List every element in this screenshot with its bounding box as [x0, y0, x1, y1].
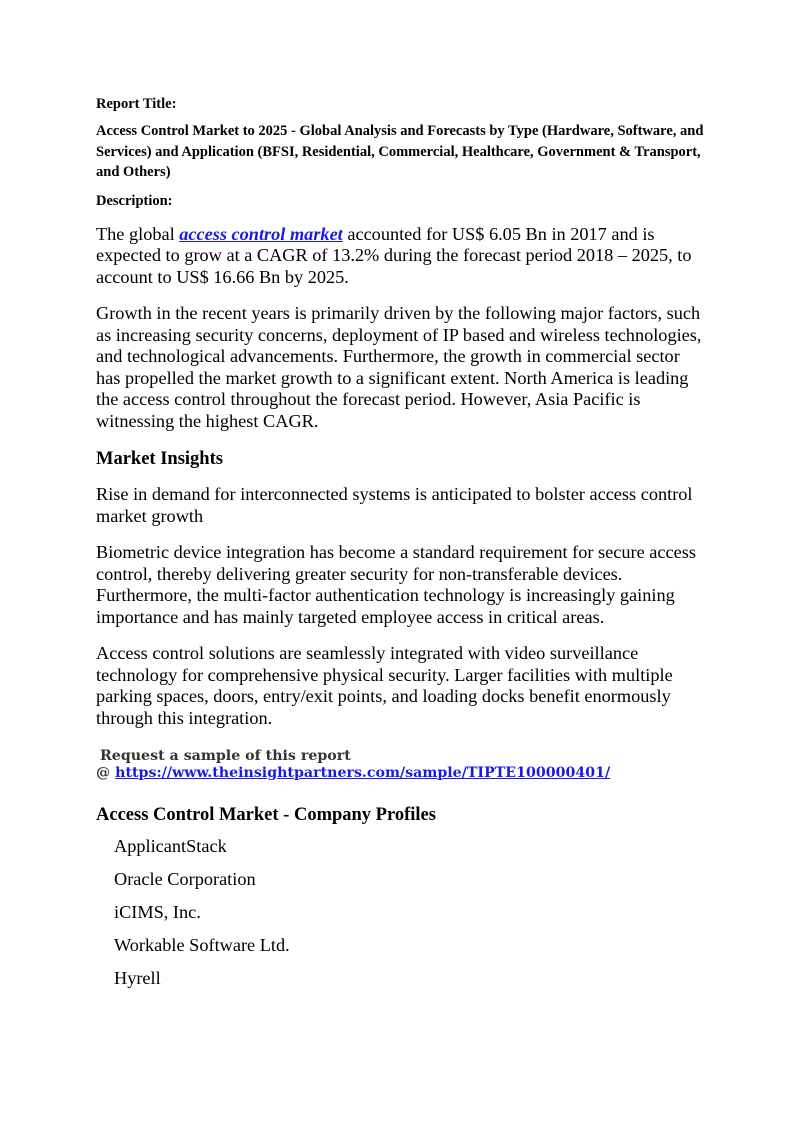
- report-title-label: Report Title:: [96, 96, 177, 112]
- company-item: ApplicantStack: [114, 836, 227, 856]
- company-item: Workable Software Ltd.: [114, 935, 290, 955]
- company-item: Oracle Corporation: [114, 869, 256, 889]
- sample-url-line: [96, 765, 706, 782]
- intro-paragraph: [96, 224, 706, 289]
- company-item: Hyrell: [114, 968, 161, 988]
- insight-paragraph: Access control solutions are seamlessly integrated with video surveillance technology for comprehensive physical security. Larger facilities with multiple parking spaces, doors, entry/exit points, and loading docks benefit enormously through this integration.: [96, 643, 673, 728]
- access-control-market-link[interactable]: access control market: [179, 223, 343, 244]
- insight-paragraph: Rise in demand for interconnected systems is anticipated to bolster access control market growth: [96, 484, 693, 526]
- company-item: iCIMS, Inc.: [114, 902, 201, 922]
- company-profiles-heading: Access Control Market - Company Profiles: [96, 805, 436, 825]
- market-insights-heading: Market Insights: [96, 449, 223, 469]
- sample-request: [96, 748, 706, 781]
- sample-url-link[interactable]: https://www.theinsightpartners.com/sample/TIPTE100000401/: [115, 764, 611, 781]
- company-list: [96, 836, 706, 989]
- report-title: Access Control Market to 2025 - Global Analysis and Forecasts by Type (Hardware, Software, and Services) and Application (BFSI, Residential, Commercial, Healthcare, Government & Transport, and Others): [96, 123, 704, 180]
- intro-prefix: The global: [96, 223, 180, 244]
- insight-paragraph: Biometric device integration has become a standard requirement for secure access control, thereby delivering greater security for non-transferable devices. Furthermore, the multi-factor authentication technology is increasingly gaining importance and has mainly targeted employee access in critical areas.: [96, 542, 696, 627]
- growth-paragraph: Growth in the recent years is primarily driven by the following major factors, such as increasing security concerns, deployment of IP based and wireless technologies, and technological advancements. Furthermore, the growth in commercial sector has propelled the market growth to a significant extent. North America is leading the access control throughout the forecast period. However, Asia Pacific is witnessing the highest CAGR.: [96, 303, 702, 431]
- document-page: [96, 94, 706, 1001]
- description-label: Description:: [96, 192, 173, 209]
- at-symbol: @: [96, 764, 116, 781]
- sample-label: Request a sample of this report: [100, 748, 351, 764]
- intro-suffix: accounted for US$ 6.05 Bn in 2017 and is expected to grow at a CAGR of 13.2% during the forecast period 2018 – 2025, to account to US$ 16.66 Bn by 2025.: [96, 223, 692, 287]
